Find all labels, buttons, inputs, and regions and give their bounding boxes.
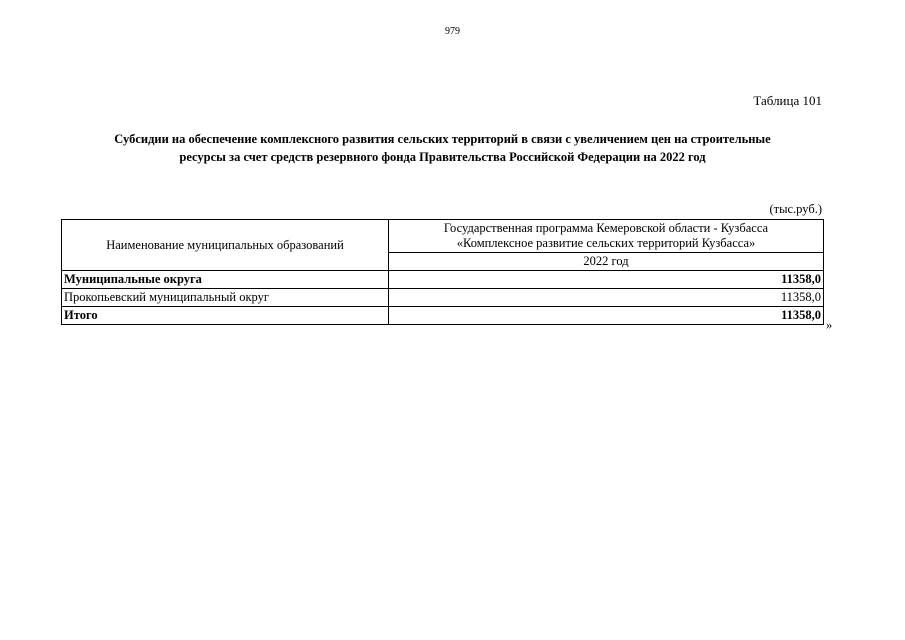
closing-quote: » bbox=[826, 318, 833, 332]
units-label: (тыс.руб.) bbox=[769, 202, 822, 216]
row-name: Итого bbox=[62, 307, 389, 325]
document-title bbox=[60, 130, 825, 166]
header-name-column: Наименование муниципальных образований bbox=[62, 220, 389, 271]
page-number: 979 bbox=[445, 26, 460, 37]
header-program-column bbox=[389, 220, 824, 253]
row-value: 11358,0 bbox=[389, 307, 824, 325]
subsidy-table bbox=[61, 219, 824, 325]
table-row bbox=[62, 271, 824, 289]
header-year: 2022 год bbox=[389, 253, 824, 271]
header-program-line-1: Государственная программа Кемеровской области - Кузбасса bbox=[443, 221, 769, 235]
row-name: Прокопьевский муниципальный округ bbox=[62, 289, 389, 307]
row-value: 11358,0 bbox=[389, 289, 824, 307]
row-name: Муниципальные округа bbox=[62, 271, 389, 289]
row-value: 11358,0 bbox=[389, 271, 824, 289]
table-row bbox=[62, 289, 824, 307]
table-label: Таблица 101 bbox=[753, 93, 822, 108]
document-title-line-2: ресурсы за счет средств резервного фонда Правительства Российской Федерации на 2022 год bbox=[179, 150, 706, 164]
table-header-row bbox=[62, 220, 824, 253]
document-title-line-1: Субсидии на обеспечение комплексного развития сельских территорий в связи с увеличением цен на строительные bbox=[114, 132, 771, 146]
header-program-line-2: «Комплексное развитие сельских территорий Кузбасса» bbox=[456, 236, 756, 250]
table-row-total bbox=[62, 307, 824, 325]
